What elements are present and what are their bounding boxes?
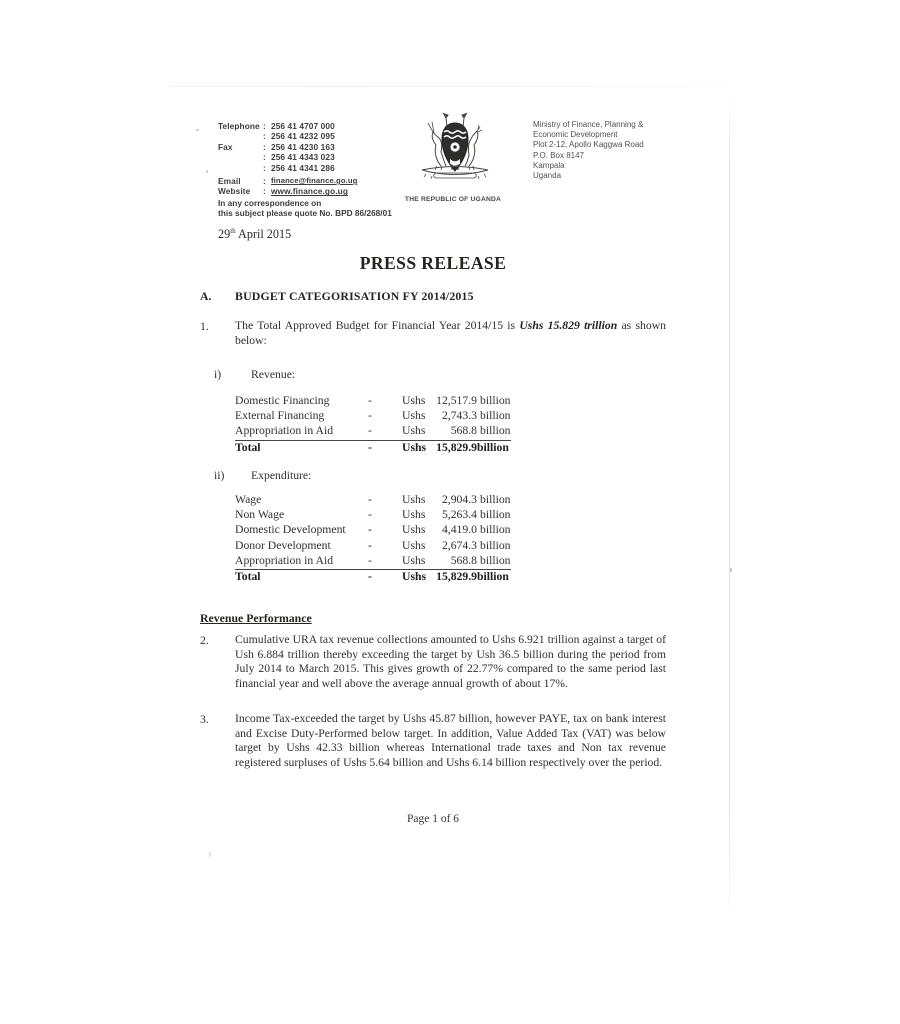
table-row — [235, 441, 511, 456]
unit: billion — [480, 394, 511, 407]
ministry-address-line: P.O. Box 8147 — [533, 150, 584, 160]
revenue-subheading — [214, 368, 295, 381]
table-row — [235, 394, 511, 409]
table-row — [235, 539, 511, 554]
contact-separator: : — [263, 131, 266, 142]
para3-number: 3. — [200, 712, 209, 726]
contact-block — [218, 121, 357, 197]
currency: Ushs — [402, 508, 426, 522]
contact-value: 256 41 4707 000 — [271, 121, 335, 131]
table-row — [235, 493, 511, 508]
ministry-address-line: Uganda — [533, 171, 562, 181]
expenditure-table — [235, 493, 511, 585]
unit: billion — [480, 553, 511, 567]
unit: billion — [477, 440, 509, 454]
contact-row — [218, 131, 357, 141]
dash-separator: - — [368, 493, 372, 506]
table-row — [235, 424, 511, 440]
item-label: Donor Development — [235, 538, 331, 552]
contact-row — [218, 121, 357, 131]
date-ordinal-suffix: th — [230, 227, 236, 235]
contact-row — [218, 142, 357, 152]
unit: billion — [480, 523, 511, 537]
ministry-address-line: Economic Development — [533, 130, 618, 140]
contact-value: www.finance.go.ug — [271, 186, 348, 197]
revenue-label: Revenue: — [251, 368, 296, 381]
date-rest: April 2015 — [235, 227, 292, 242]
amount: 2,674.3 — [441, 538, 477, 552]
unit: billion — [480, 538, 511, 552]
dash-separator: - — [368, 440, 372, 454]
contact-value: 256 41 4232 095 — [271, 131, 335, 142]
contact-label — [218, 152, 263, 162]
dash-separator: - — [368, 553, 372, 567]
item-label: Domestic Development — [235, 523, 346, 537]
page-number: Page 1 of 6 — [406, 813, 460, 825]
para1-emphasis: Ushs 15.829 trillion — [519, 319, 618, 332]
currency: Ushs — [402, 523, 426, 537]
contact-separator: : — [263, 152, 266, 163]
amount: 2,904.3 — [441, 493, 477, 506]
dash-separator: - — [368, 523, 372, 537]
contact-label — [218, 131, 263, 141]
contact-row — [218, 176, 357, 186]
revenue-performance-heading: Revenue Performance — [200, 611, 312, 625]
contact-value: 256 41 4230 163 — [271, 141, 335, 152]
unit: billion — [480, 424, 511, 438]
date-day: 29 — [218, 227, 231, 242]
dash-separator: - — [368, 409, 372, 423]
contact-row — [218, 186, 357, 196]
expenditure-subheading — [214, 469, 311, 482]
para2-text: Cumulative URA tax revenue collections amounted to Ushs 6.921 trillion against a target of Ush 6.884 trillion thereby exceeding the target by Ush 36.5 billion during the period from July 2014 to March 2015. This gives growth of 22.77% compared to the same period last financial year and well above the average annual growth of about 17%. — [235, 633, 666, 690]
contact-label: Fax — [218, 141, 233, 152]
unit: billion — [480, 493, 511, 506]
amount: 15,829.9 — [436, 440, 477, 454]
amount: 5,263.4 — [441, 508, 477, 522]
scan-artifact — [209, 852, 211, 857]
page-title: PRESS RELEASE — [359, 253, 507, 273]
ministry-address-line: Kampala — [533, 160, 565, 170]
item-label: Appropriation in Aid — [235, 553, 334, 567]
currency: Ushs — [402, 569, 427, 583]
item-label: Total — [235, 569, 261, 583]
currency: Ushs — [402, 440, 427, 454]
table-row — [235, 523, 511, 538]
scan-page-top-edge — [170, 86, 726, 87]
amount: 568.8 — [450, 424, 477, 438]
contact-value: 256 41 4343 023 — [271, 152, 335, 163]
unit: billion — [480, 508, 511, 522]
item-label: Domestic Financing — [235, 394, 330, 407]
table-row — [235, 508, 511, 523]
amount: 4,419.0 — [441, 523, 477, 537]
section-a-heading: BUDGET CATEGORISATION FY 2014/2015 — [235, 289, 474, 303]
table-row — [235, 570, 511, 585]
dash-separator: - — [368, 569, 372, 583]
contact-label: Website — [218, 186, 251, 197]
ministry-address-block — [533, 120, 644, 181]
expenditure-marker: ii) — [214, 469, 225, 482]
para3-text: Income Tax-exceeded the target by Ushs 45.87 billion, however PAYE, tax on bank interest and Excise Duty-Performed below target. In addition, Value Added Tax (VAT) was below target by Ushs 42.33 billion whereas International trade taxes and Non tax revenue registered surpluses of Ushs 5.64 billion and Ushs 6.14 billion respectively over the period. — [235, 712, 666, 769]
expenditure-label: Expenditure: — [251, 469, 312, 482]
uganda-coat-of-arms-icon — [408, 112, 502, 197]
scan-page-right-edge — [729, 94, 730, 922]
contact-label: Email — [218, 176, 241, 187]
revenue-table — [235, 394, 511, 456]
ministry-address-line: Plot 2-12, Apollo Kaggwa Road — [533, 140, 644, 150]
table-row — [235, 554, 511, 570]
currency: Ushs — [402, 394, 426, 407]
correspondence-line: In any correspondence on — [218, 198, 322, 208]
contact-row — [218, 152, 357, 162]
contact-row — [218, 163, 357, 173]
item-label: Non Wage — [235, 508, 285, 522]
dash-separator: - — [368, 508, 372, 522]
ministry-address-line: Ministry of Finance, Planning & — [533, 120, 644, 129]
currency: Ushs — [402, 538, 426, 552]
item-label: External Financing — [235, 409, 325, 423]
letter-date — [218, 227, 291, 242]
contact-separator: : — [263, 121, 266, 131]
currency: Ushs — [402, 409, 426, 423]
contact-label — [218, 163, 263, 173]
currency: Ushs — [402, 424, 426, 438]
para2-number: 2. — [200, 633, 209, 647]
unit: billion — [477, 569, 509, 583]
item-label: Wage — [235, 493, 262, 506]
item-label: Total — [235, 440, 261, 454]
contact-value: 256 41 4341 286 — [271, 162, 335, 173]
amount: 568.8 — [450, 553, 477, 567]
item-label: Appropriation in Aid — [235, 424, 334, 438]
para1-number: 1. — [200, 319, 209, 333]
dash-separator: - — [368, 394, 372, 407]
contact-separator: : — [263, 162, 266, 173]
para1-after: as shown below: — [235, 319, 666, 347]
correspondence-note — [218, 198, 392, 218]
currency: Ushs — [402, 553, 426, 567]
para1-text — [235, 319, 666, 348]
dash-separator: - — [368, 538, 372, 552]
para1-before: The Total Approved Budget for Financial Year 2014/15 is — [235, 319, 520, 332]
unit: billion — [480, 409, 511, 423]
scan-artifact — [730, 568, 732, 572]
section-a-number: A. — [200, 289, 212, 303]
dash-separator: - — [368, 424, 372, 438]
contact-separator: : — [263, 141, 266, 152]
currency: Ushs — [402, 493, 426, 506]
scan-artifact — [196, 129, 199, 131]
amount: 15,829.9 — [436, 569, 477, 583]
contact-label: Telephone — [218, 121, 260, 131]
contact-separator: : — [263, 176, 266, 187]
amount: 2,743.3 — [441, 409, 477, 423]
revenue-marker: i) — [214, 368, 222, 381]
correspondence-line: this subject please quote No. BPD 86/268/01 — [218, 208, 392, 219]
contact-separator: : — [263, 186, 266, 197]
scan-artifact — [206, 170, 208, 173]
amount: 12,517.9 — [436, 394, 477, 407]
emblem-caption: THE REPUBLIC OF UGANDA — [404, 196, 502, 203]
table-row — [235, 409, 511, 424]
contact-value: finance@finance.go.ug — [271, 176, 358, 186]
